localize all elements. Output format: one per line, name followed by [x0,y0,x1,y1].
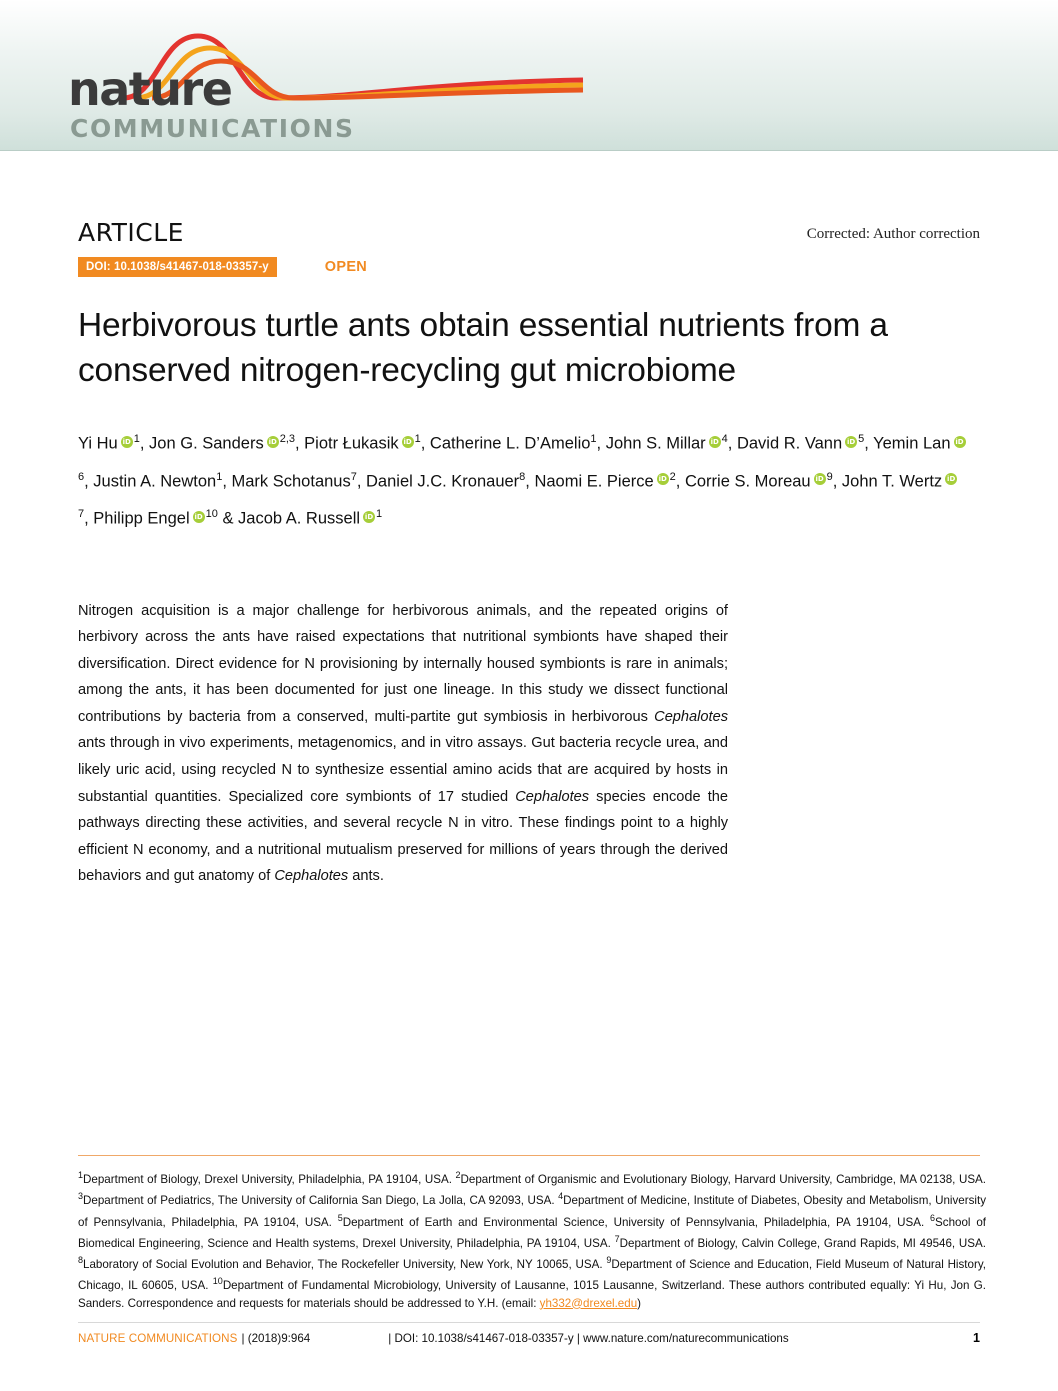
article-page [0,150,1058,890]
orcid-icon[interactable] [945,473,957,485]
orcid-icon[interactable] [193,511,205,523]
doi-row [78,257,980,277]
author-list: Yi Hu iD $^1$, Jon G. Sanders iD $^{2,3}$, Piotr Łukasik iD $^1$, Catherine L. D’Amelio$^1$, John S. Millar iD $^4$, David R. Vann iD $^5$, Yemin LaniD$^6$, Justin A. Newton$^1$, Mark Schotanus$^7$, Daniel J.C. Kronauer$^8$, Naomi E. Pierce iD $^2$, Corrie S. Moreau iD $^9$, John T. WertziD$^7$, Philipp Engel iD $^{10}$ & Jacob A. Russell iD $^1$ [78,423,968,536]
logo-nature: nature [68,62,232,116]
affiliations-block: $^1$Department of Biology, Drexel University, Philadelphia, PA 19104, USA. $^2$Department of Organismic and Evolutionary Biology, Harvard University, Cambridge, MA 02138, USA. $^3$Department of Pediatrics, The University of California San Diego, La Jolla, CA 92093, USA. $^4$Department of Medicine, Institute of Diabetes, Obesity and Metabolism, University of Pennsylvania, Philadelphia, PA 19104, USA. $^5$Department of Earth and Environmental Science, University of Pennsylvania, Philadelphia, PA 19104, USA. $^6$School of Biomedical Engineering, Science and Health systems, Drexel University, Philadelphia, PA 19104, USA. $^7$Department of Biology, Calvin College, Grand Rapids, MI 49546, USA. $^8$Laboratory of Social Evolution and Behavior, The Rockefeller University, New York, NY 10065, USA. $^9$Department of Science and Education, Field Museum of Natural History, Chicago, IL 60605, USA. $^{10}$Department of Fundamental Microbiology, University of Lausanne, 1015 Lausanne, Switzerland. These authors contributed equally: Yi Hu, Jon G. Sanders. Correspondence and requests for materials should be addressed to Y.H. (email: yh332@drexel.edu) [78,1170,987,1310]
article-type-label: ARTICLE [78,218,184,247]
orcid-icon[interactable] [814,473,826,485]
logo-communications: COMMUNICATIONS [70,114,355,143]
page-title: Herbivorous turtle ants obtain essential nutrients from a conserved nitrogen-recycling gut microbiome [78,307,888,389]
open-access-label: OPEN [324,259,368,275]
orcid-icon[interactable] [709,436,721,448]
article-content [78,218,980,890]
orcid-icon[interactable] [363,511,375,523]
article-header-row [78,218,980,247]
orcid-icon[interactable] [267,436,279,448]
correction-note: Corrected: Author correction [806,226,980,242]
journal-logo [68,28,588,143]
page-footer [78,1331,980,1345]
footer-volume: | (2018)9:964 [241,1332,311,1345]
affiliations-divider [78,1155,980,1156]
journal-masthead [0,0,1058,151]
orcid-icon[interactable] [402,436,414,448]
footer-divider [78,1322,980,1323]
footer-journal-name: NATURE COMMUNICATIONS [78,1332,238,1345]
doi-badge[interactable]: DOI: 10.1038/s41467-018-03357-y [78,257,277,277]
orcid-icon[interactable] [845,436,857,448]
footer-page-number: 1 [973,1331,980,1345]
abstract-text: Nitrogen acquisition is a major challenge for herbivorous animals, and the repeated origins of herbivory across the ants have raised expectations that nutritional symbionts have shaped their diversification. Direct evidence for N provisioning by internally housed symbionts is rare in animals; among the ants, it has been documented for just one lineage. In this study we dissect functional contributions by bacteria from a conserved, multi-partite gut symbiosis in herbivorous Cephalotes ants through in vivo experiments, metagenomics, and in vitro assays. Gut bacteria recycle urea, and likely uric acid, using recycled N to synthesize essential amino acids that are acquired by hosts in substantial quantities. Specialized core symbionts of 17 studied Cephalotes species encode the pathways directing these activities, and several recycle N in vitro. These findings point to a highly efficient N economy, and a nutritional mutualism preserved for millions of years through the derived behaviors and gut anatomy of Cephalotes ants. [78,602,729,885]
orcid-icon[interactable] [954,436,966,448]
orcid-icon[interactable] [121,436,133,448]
orcid-icon[interactable] [657,473,669,485]
footer-doi-line[interactable]: | DOI: 10.1038/s41467-018-03357-y | www.nature.com/naturecommunications [388,1332,789,1345]
